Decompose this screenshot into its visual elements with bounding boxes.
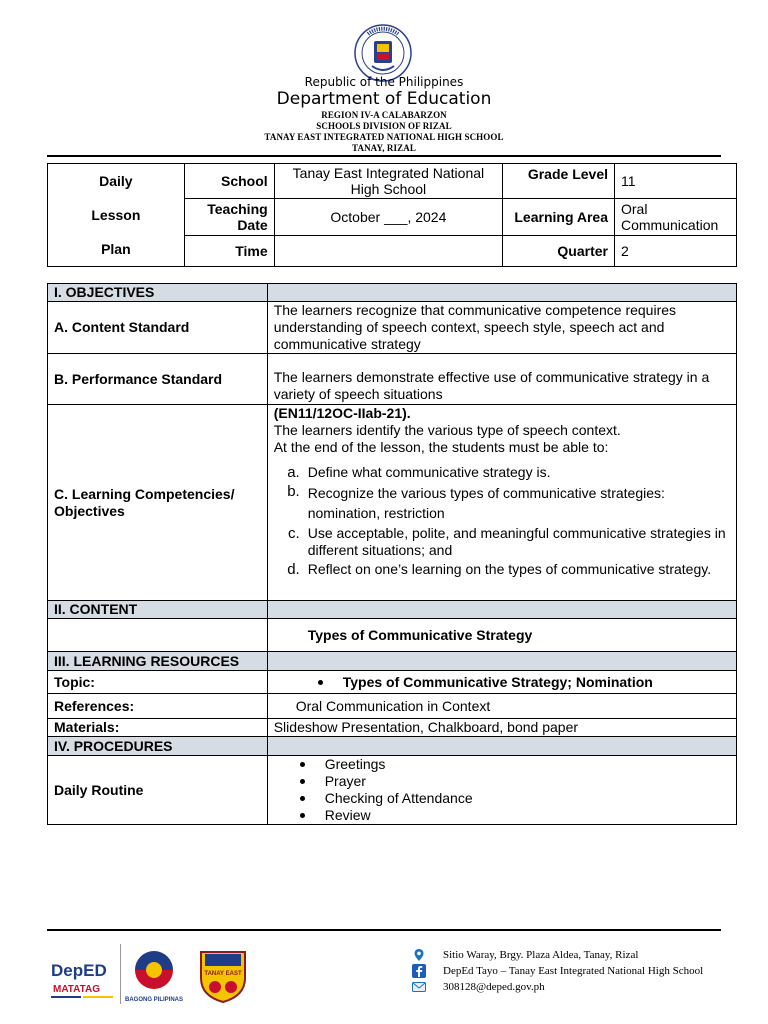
references-label: References: — [48, 694, 268, 719]
bullet-icon — [318, 680, 323, 685]
lesson-info-table — [47, 163, 737, 267]
facebook-row — [412, 963, 703, 979]
content-standard-value: The learners recognize that communicative competence requires understanding of speech context, speech style, speech act and communicative strategy — [267, 302, 736, 354]
learning-area-value: Oral Communication — [615, 199, 737, 235]
objective-letter: c. — [288, 525, 300, 542]
materials-value: Slideshow Presentation, Chalkboard, bond paper — [267, 719, 736, 737]
republic-label: Republic of the Philippines — [304, 75, 464, 89]
town-label: TANAY, RIZAL — [352, 143, 416, 153]
competency-line1: The learners identify the various type of speech context. — [273, 422, 621, 438]
bagong-logo-text: BAGONG PILIPINAS — [124, 997, 184, 1003]
grade-level-label: Grade Level — [503, 164, 615, 199]
dlp-title-line3: Plan — [101, 241, 131, 257]
competencies-label: C. Learning Competencies/ Objectives — [48, 405, 268, 601]
resources-header-blank — [267, 652, 736, 671]
routine-text: Prayer — [324, 773, 366, 789]
objective-letter: a. — [287, 464, 300, 481]
tanay-logo-text: TANAY EAST — [204, 971, 242, 977]
materials-label: Materials: — [48, 719, 268, 737]
objective-text: Recognize the various types of communicative strategies: nomination, restriction — [307, 485, 665, 521]
deped-logo-text: DepED — [51, 961, 107, 980]
objective-item — [274, 525, 730, 559]
topic-bullet-row — [274, 674, 730, 691]
email-icon — [412, 980, 426, 994]
objective-item — [274, 464, 730, 481]
header-divider — [47, 155, 721, 157]
content-header: II. CONTENT — [48, 601, 268, 619]
dlp-title-line1: Daily — [99, 173, 133, 189]
division-label: SCHOOLS DIVISION OF RIZAL — [316, 121, 452, 131]
school-label: School — [184, 164, 274, 199]
email-row — [412, 979, 703, 995]
objective-text: Use acceptable, polite, and meaningful communicative strategies in different situations; and — [307, 525, 726, 558]
daily-routine-cell — [267, 756, 736, 825]
competency-line2: At the end of the lesson, the students must be able to: — [273, 439, 609, 455]
lesson-plan-table — [47, 283, 737, 825]
bullet-icon — [300, 762, 305, 767]
references-value: Oral Communication in Context — [267, 694, 736, 719]
objectives-header-blank — [267, 284, 736, 302]
objectives-list — [274, 464, 730, 578]
content-value: Types of Communicative Strategy — [267, 619, 736, 652]
bullet-icon — [300, 779, 305, 784]
dlp-title-line2: Lesson — [91, 207, 141, 223]
topic-label: Topic: — [48, 671, 268, 694]
footer-divider — [47, 929, 721, 931]
content-standard-label: A. Content Standard — [48, 302, 268, 354]
bullet-icon — [300, 796, 305, 801]
routine-text: Review — [324, 807, 371, 823]
school-name-label: TANAY EAST INTEGRATED NATIONAL HIGH SCHOOL — [264, 132, 504, 142]
procedures-header-blank — [267, 737, 736, 756]
content-header-blank — [267, 601, 736, 619]
facebook-text: DepEd Tayo – Tanay East Integrated National High School — [443, 965, 704, 977]
quarter-label: Quarter — [503, 235, 615, 266]
location-pin-icon — [412, 948, 426, 962]
grade-level-value: 11 — [615, 164, 737, 199]
routine-item — [274, 790, 730, 807]
objective-letter: d. — [287, 561, 300, 578]
teaching-date-value: October ___, 2024 — [274, 199, 502, 235]
resources-header: III. LEARNING RESOURCES — [48, 652, 268, 671]
performance-standard-label: B. Performance Standard — [48, 354, 268, 405]
daily-routine-label: Daily Routine — [48, 756, 268, 825]
bagong-pilipinas-logo — [124, 946, 184, 1006]
objective-item — [274, 483, 730, 523]
routine-item — [274, 807, 730, 824]
teaching-date-label: Teaching Date — [184, 199, 274, 235]
competencies-cell — [267, 405, 736, 601]
email-text: 308128@deped.gov.ph — [443, 981, 545, 993]
quarter-value: 2 — [615, 235, 737, 266]
tanay-east-logo — [197, 944, 249, 1004]
objective-item — [274, 561, 730, 578]
procedures-header: IV. PROCEDURES — [48, 737, 268, 756]
routine-text: Checking of Attendance — [324, 790, 473, 806]
logo-separator — [120, 944, 121, 1004]
matatag-logo-text: MATATAG — [53, 984, 101, 995]
objective-letter: b. — [287, 483, 300, 500]
department-title: Department of Education — [276, 89, 492, 109]
bullet-icon — [300, 813, 305, 818]
routine-item — [274, 773, 730, 790]
topic-cell — [267, 671, 736, 694]
objective-text: Define what communicative strategy is. — [307, 464, 551, 480]
performance-standard-value: The learners demonstrate effective use of communicative strategy in a variety of speech situations — [267, 354, 736, 405]
region-label: REGION IV-A CALABARZON — [321, 110, 447, 120]
routine-text: Greetings — [324, 756, 386, 772]
address-row — [412, 947, 703, 963]
topic-value: Types of Communicative Strategy; Nomination — [342, 673, 653, 690]
competency-code: (EN11/12OC-IIab-21). — [273, 405, 411, 421]
time-label: Time — [184, 235, 274, 266]
school-value: Tanay East Integrated National High School — [274, 164, 502, 199]
routine-item — [274, 756, 730, 773]
content-blank — [48, 619, 268, 652]
contact-info — [412, 947, 703, 995]
deped-seal-logo — [354, 24, 412, 82]
objective-text: Reflect on one’s learning on the types of communicative strategy. — [307, 561, 712, 577]
time-value — [274, 235, 502, 266]
learning-area-label: Learning Area — [503, 199, 615, 235]
address-text: Sitio Waray, Brgy. Plaza Aldea, Tanay, Rizal — [443, 949, 639, 961]
deped-matatag-logo — [49, 952, 115, 1002]
facebook-icon — [412, 964, 426, 978]
dlp-title — [48, 164, 185, 267]
objectives-header: I. OBJECTIVES — [48, 284, 268, 302]
